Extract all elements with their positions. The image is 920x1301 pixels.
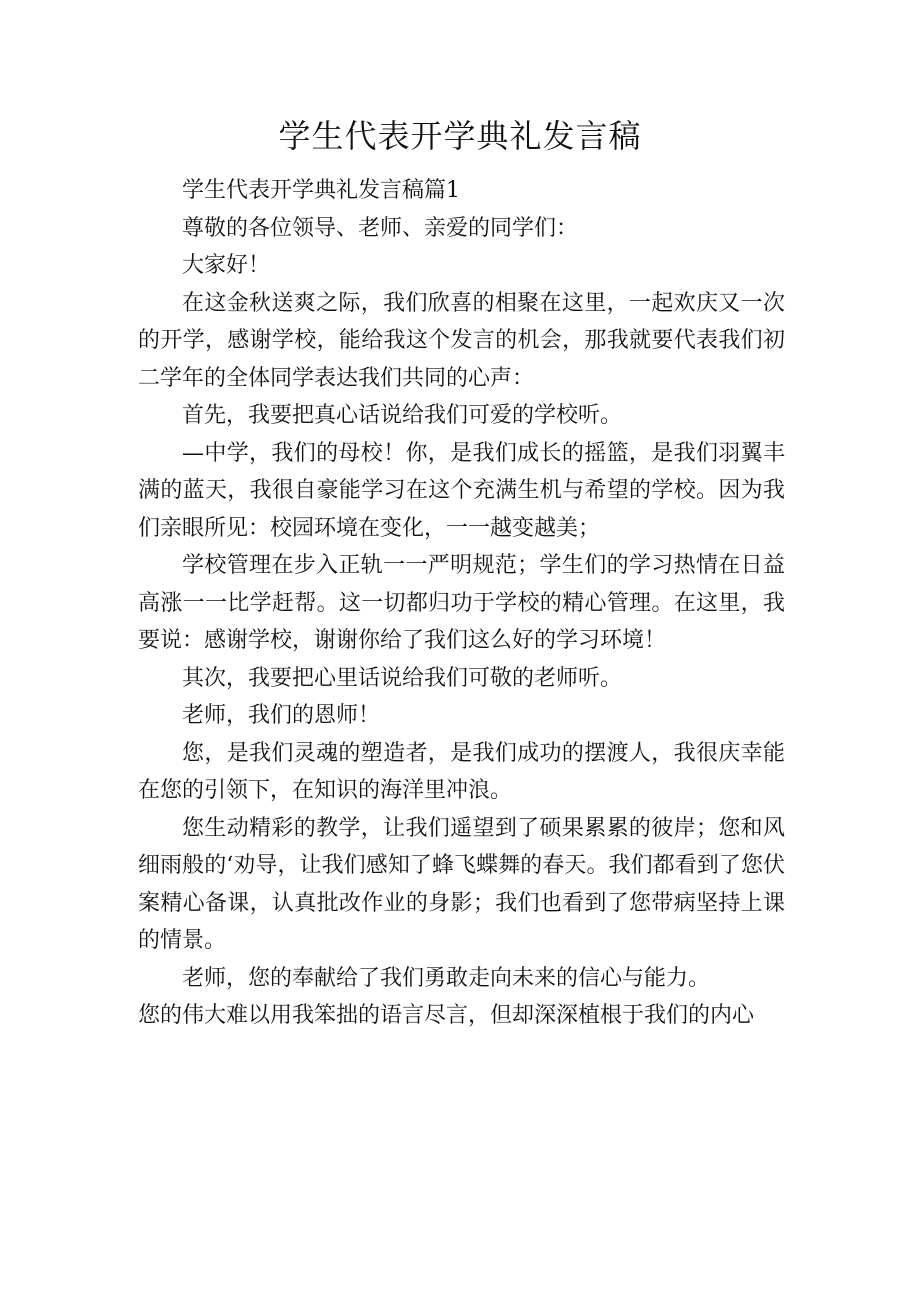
paragraph: 您，是我们灵魂的塑造者，是我们成功的摆渡人，我很庆幸能在您的引领下，在知识的海洋里冲浪。 [138,740,785,803]
paragraph: 您的伟大难以用我笨拙的语言尽言，但却深深植根于我们的内心 [138,1003,755,1028]
paragraph: —中学，我们的母校！你，是我们成长的摇篮，是我们羽翼丰满的蓝天，我很自豪能学习在这个充满生机与希望的学校。因为我们亲眼所见：校园环境在变化，一一越变越美； [138,440,785,541]
greeting: 大家好！ [182,253,271,278]
document-title: 学生代表开学典礼发言稿 [278,117,642,155]
paragraph: 老师，我们的恩师！ [182,703,381,728]
section-heading: 学生代表开学典礼发言稿篇1 [182,178,460,203]
paragraph: 老师，您的奉献给了我们勇敢走向未来的信心与能力。 [182,965,711,991]
salutation: 尊敬的各位领导、老师、亲爱的同学们： [182,215,579,241]
paragraph: 您生动精彩的教学，让我们遥望到了硕果累累的彼岸；您和风细雨般的‘劝导，让我们感知了蜂飞蝶舞的春天。我们都看到了您伏案精心备课，认真批改作业的身影；我们也看到了您带病坚持上课的情景。 [138,815,785,953]
document-body [138,172,785,1035]
paragraph: 学校管理在步入正轨一一严明规范；学生们的学习热情在日益高涨一一比学赶帮。这一切都归功于学校的精心管理。在这里，我要说：感谢学校，谢谢你给了我们这么好的学习环境！ [138,553,785,653]
paragraph: 在这金秋送爽之际，我们欣喜的相聚在这里，一起欢庆又一次的开学，感谢学校，能给我这个发言的机会，那我就要代表我们初二学年的全体同学表达我们共同的心声： [138,290,785,391]
paragraph: 首先，我要把真心话说给我们可爱的学校听。 [182,403,623,428]
paragraph: 其次，我要把心里话说给我们可敬的老师听。 [182,665,623,691]
